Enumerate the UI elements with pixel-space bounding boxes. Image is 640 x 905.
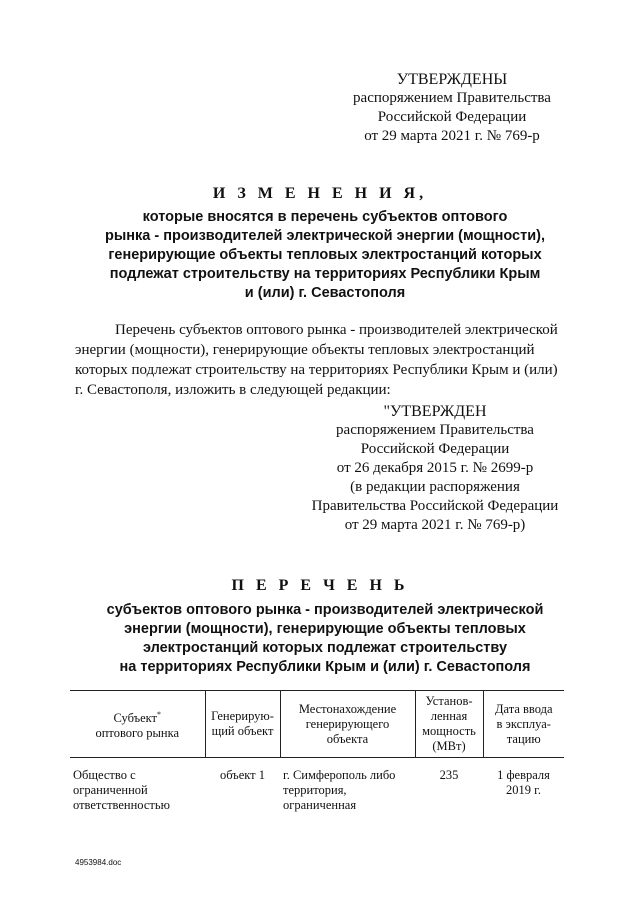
cell-subject-line: ответственностью	[73, 798, 170, 812]
header-location-line: генерирующего	[305, 716, 390, 731]
quote-approval-line: Российской Федерации	[360, 441, 510, 457]
header-location	[280, 691, 415, 758]
list-title: П Е Р Е Ч Е Н Ь	[231, 577, 409, 594]
quote-approval-line: (в редакции распоряжения	[350, 479, 520, 495]
changes-subtitle	[90, 208, 560, 303]
approval-line: Российской Федерации	[377, 109, 527, 125]
header-object-line: щий объект	[211, 724, 274, 738]
list-subtitle-line: электростанций которых подлежат строительству	[142, 640, 508, 656]
body-line: энергии (мощности), генерирующие объекты тепловых электростанций	[75, 342, 535, 358]
cell-subject-line: Общество с	[73, 768, 136, 782]
approval-line: распоряжением Правительства	[353, 90, 551, 106]
cell-subject	[70, 758, 205, 814]
cell-location-line: ограниченная	[283, 798, 357, 812]
cell-object: объект 1	[219, 768, 266, 782]
changes-subtitle-line: подлежат строительству на территориях Республики Крым	[109, 266, 541, 282]
body-paragraph	[75, 320, 560, 400]
list-subtitle	[90, 601, 560, 677]
header-object	[205, 691, 280, 758]
table-row	[70, 758, 564, 814]
cell-date-line: 1 февраля	[497, 768, 550, 782]
cell-subject-line: ограниченной	[73, 783, 148, 797]
cell-location-line: г. Симферополь либо	[283, 768, 396, 782]
body-line: которых подлежат строительству на территориях Республики Крым и (или)	[75, 362, 558, 378]
quote-approval-line: распоряжением Правительства	[336, 422, 534, 438]
document-id: 4953984.doc	[75, 858, 122, 867]
list-subtitle-line: субъектов оптового рынка - производителей электрической	[106, 602, 544, 618]
header-date	[483, 691, 564, 758]
cell-location	[280, 758, 415, 814]
quote-approval-line: Правительства Российской Федерации	[311, 498, 559, 514]
approval-heading: УТВЕРЖДЕНЫ	[396, 71, 508, 88]
body-line: г. Севастополя, изложить в следующей редакции:	[75, 382, 391, 398]
header-date-line: Дата ввода	[494, 701, 553, 716]
quote-approval-heading: "УТВЕРЖДЕН	[383, 403, 487, 420]
header-capacity-line: Установ-	[425, 694, 473, 708]
header-capacity-line: мощность	[422, 724, 476, 738]
cell-date-line: 2019 г.	[506, 783, 541, 797]
header-date-line: в эксплуа-	[496, 716, 551, 731]
header-subject-line1: Субъект	[113, 711, 158, 726]
list-subtitle-line: на территориях Республики Крым и (или) г. Севастополя	[119, 659, 531, 675]
entities-table	[70, 690, 564, 813]
header-capacity-line: (МВт)	[432, 739, 466, 753]
changes-subtitle-line: генерирующие объекты тепловых электростанций которых	[108, 247, 542, 263]
header-location-line: Местонахождение	[298, 701, 397, 716]
header-location-line: объекта	[326, 731, 369, 746]
quote-approval-line: от 29 марта 2021 г. № 769-р)	[344, 517, 526, 533]
header-date-line: тацию	[506, 731, 541, 746]
approval-line: от 29 марта 2021 г. № 769-р	[364, 128, 540, 144]
changes-subtitle-line: и (или) г. Севастополя	[244, 285, 406, 301]
table-header-row	[70, 691, 564, 758]
body-line: Перечень субъектов оптового рынка - производителей электрической	[115, 322, 558, 338]
cell-date	[483, 758, 564, 814]
changes-subtitle-line: рынка - производителей электрической энергии (мощности),	[105, 228, 545, 244]
cell-location-line: территория,	[283, 783, 347, 797]
header-object-line: Генерирую-	[211, 709, 274, 723]
header-subject-line2: оптового рынка	[95, 726, 179, 741]
quote-approval-line: от 26 декабря 2015 г. № 2699-р	[336, 460, 534, 476]
footnote-mark: *	[157, 709, 162, 719]
header-capacity	[415, 691, 483, 758]
changes-title: И З М Е Н Е Н И Я,	[212, 185, 428, 202]
list-subtitle-line: энергии (мощности), генерирующие объекты тепловых	[124, 621, 526, 637]
quote-approval-block	[300, 402, 570, 535]
header-capacity-line: ленная	[430, 709, 468, 723]
cell-capacity: 235	[439, 768, 459, 782]
changes-subtitle-line: которые вносятся в перечень субъектов оптового	[142, 209, 508, 225]
header-subject	[70, 691, 205, 758]
approval-block	[340, 70, 564, 146]
